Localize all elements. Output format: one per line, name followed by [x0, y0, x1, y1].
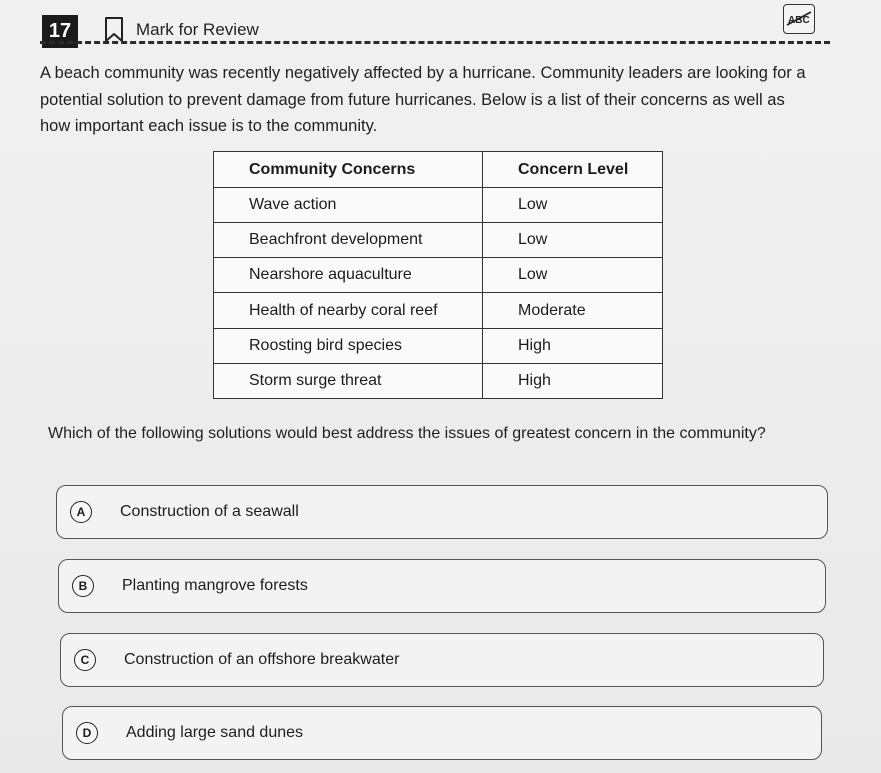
option-text: Construction of a seawall [120, 503, 299, 520]
option-text: Planting mangrove forests [122, 577, 308, 594]
question-number: 17 [42, 15, 78, 48]
abc-text: ABC [788, 15, 810, 26]
concern-cell: Wave action [214, 188, 483, 223]
option-letter-b: B [72, 575, 94, 597]
question-prompt [40, 60, 840, 140]
table-row [214, 223, 663, 258]
mark-for-review-button[interactable]: Mark for Review [136, 20, 259, 39]
prompt-line: potential solution to prevent damage from future hurricanes. Below is a list of their concerns as well as [40, 90, 785, 109]
concern-cell: Storm surge threat [214, 363, 483, 398]
answer-option-d[interactable] [62, 706, 822, 760]
concern-cell: Roosting bird species [214, 328, 483, 363]
table-row [214, 188, 663, 223]
concern-cell: Nearshore aquaculture [214, 258, 483, 293]
level-cell: Low [483, 188, 663, 223]
level-cell: High [483, 363, 663, 398]
prompt-line: how important each issue is to the community. [40, 117, 378, 135]
option-text: Adding large sand dunes [126, 724, 304, 741]
prompt-line: A beach community was recently negatively affected by a hurricane. Community leaders are looking for a [40, 64, 806, 82]
answer-eliminator-button[interactable] [783, 4, 815, 34]
concerns-table [213, 151, 663, 399]
table-row [214, 363, 663, 398]
column-header-concerns: Community Concerns [214, 152, 483, 188]
level-cell: Moderate [483, 293, 663, 328]
column-header-level: Concern Level [483, 152, 663, 188]
answer-option-c[interactable] [60, 633, 824, 687]
answer-option-a[interactable] [56, 485, 828, 539]
question-stem: Which of the following solutions would best address the issues of greatest concern in the community? [48, 425, 766, 442]
option-letter-d: D [76, 722, 98, 744]
abc-strikethrough-icon [786, 10, 812, 28]
level-cell: High [483, 328, 663, 363]
option-text: Construction of an offshore breakwater [124, 651, 400, 668]
option-letter-c: C [74, 649, 96, 671]
table-row [214, 328, 663, 363]
table-row [214, 258, 663, 293]
answer-option-b[interactable] [58, 559, 826, 613]
concern-cell: Beachfront development [214, 223, 483, 258]
level-cell: Low [483, 223, 663, 258]
table-header-row [214, 152, 663, 188]
option-letter-a: A [70, 501, 92, 523]
header-divider [40, 41, 830, 44]
bookmark-icon[interactable] [104, 17, 124, 43]
concern-cell: Health of nearby coral reef [214, 293, 483, 328]
level-cell: Low [483, 258, 663, 293]
table-row [214, 293, 663, 328]
